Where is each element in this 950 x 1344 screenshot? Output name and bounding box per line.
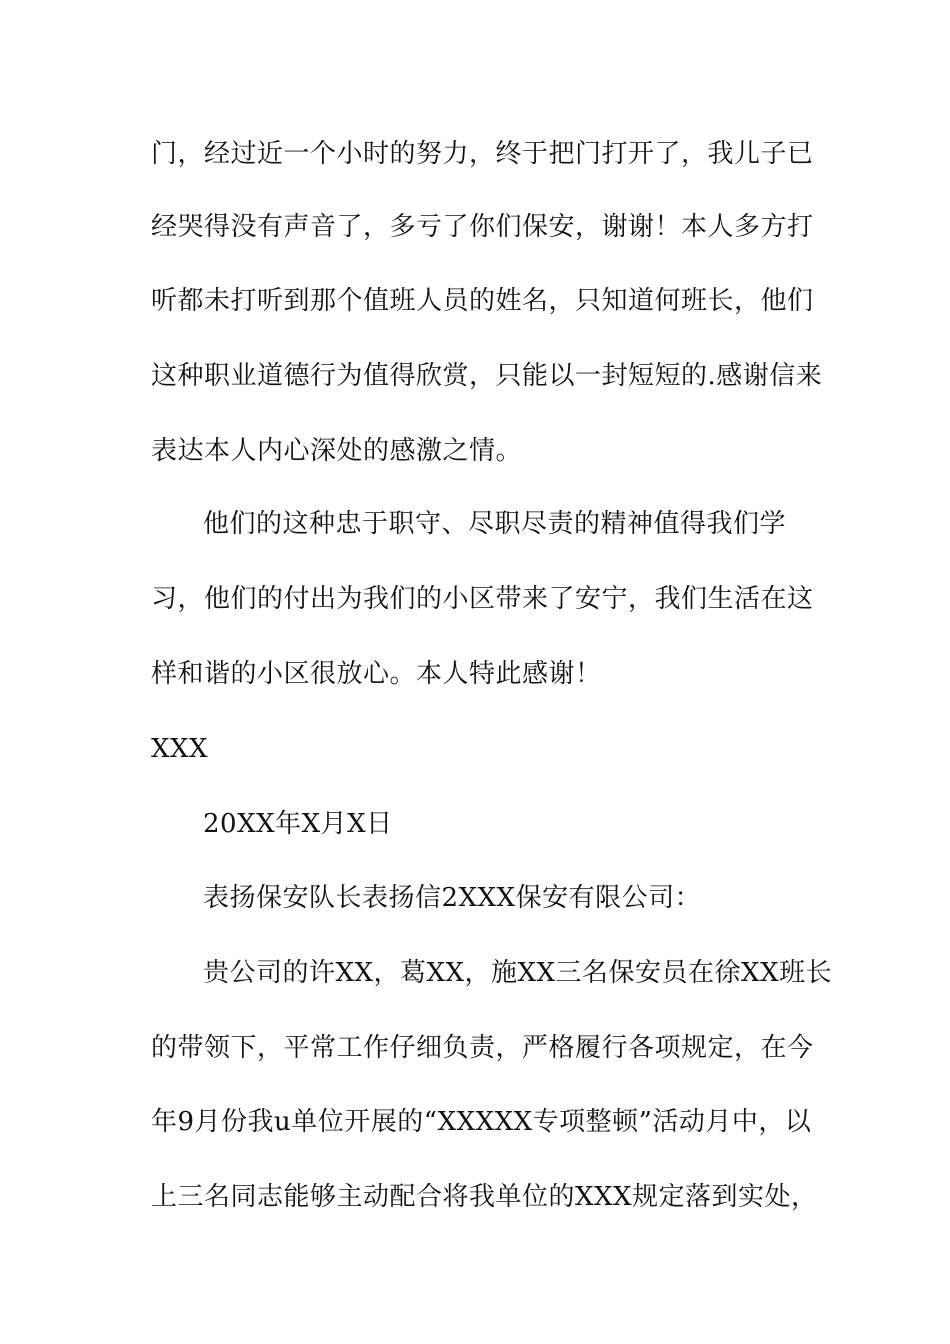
body-text-line: 习，他们的付出为我们的小区带来了安宁，我们生活在这 — [151, 584, 814, 614]
body-text-line: 他们的这种忠于职守、尽职尽责的精神值得我们学 — [203, 509, 787, 539]
date-line: 20XX年X月X日 — [203, 809, 393, 839]
body-text-line: 门，经过近一个小时的努力，终于把门打开了，我儿子已 — [151, 139, 814, 169]
body-text-line: 样和谐的小区很放心。本人特此感谢！ — [151, 659, 602, 689]
body-text-line: 经哭得没有声音了，多亏了你们保安，谢谢！本人多方打 — [151, 212, 814, 242]
body-text-line: 上三名同志能够主动配合将我单位的XXX规定落到实处， — [151, 1182, 818, 1212]
body-text-line: 表达本人内心深处的感激之情。 — [151, 436, 523, 466]
body-text-line: 年9月份我u单位开展的“XXXXX专项整顿”活动月中，以 — [151, 1107, 812, 1137]
letter-title: 表扬保安队长表扬信2XXX保安有限公司： — [203, 883, 702, 913]
signature: XXX — [151, 734, 209, 764]
body-text-line: 这种职业道德行为值得欣赏，只能以一封短短的.感谢信来 — [151, 361, 823, 391]
body-text-line: 贵公司的许XX，葛XX，施XX三名保安员在徐XX班长 — [203, 958, 833, 988]
body-text-line: 的带领下，平常工作仔细负责，严格履行各项规定，在今 — [151, 1033, 814, 1063]
body-text-line: 听都未打听到那个值班人员的姓名，只知道何班长，他们 — [151, 286, 814, 316]
